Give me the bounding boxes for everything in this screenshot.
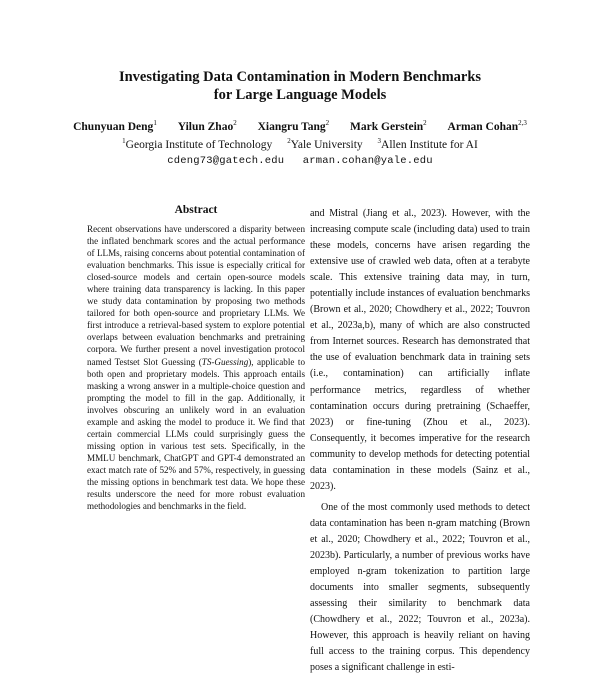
affiliation: $^2$Yale University (287, 137, 363, 151)
body-paragraph: One of the most commonly used methods to detect data contamination has been n-gram matching (Brown et al., 2020; Chowdhery et al., 2022; Touvron et al., 2023b). Particularly, a number of previous works have employed n-gram tokenization to partition large documents into smaller segments, subsequently assessing their similarity to benchmark data (Chowdhery et al., 2022; Touvron et al., 2023a). However, this approach is heavily reliant on having full access to the training corpus. This dependency poses a significant challenge in esti- (310, 501, 530, 674)
paper-title-line-1: Investigating Data Contamination in Modern Benchmarks (118, 69, 482, 85)
abstract-italic-term: TS-Guessing (201, 356, 249, 367)
author: Yilun Zhao$^2$ (177, 119, 237, 133)
author: Arman Cohan$^{2,3}$ (447, 119, 527, 133)
abstract-text: Recent observations have underscored a disparity between the inflated benchmark scores and the actual performance of LLMs, raising concerns about potential contamination of evaluation benchmarks. This issue is especially critical for closed-source models and certain open-source models where training data transparency is lacking. In this paper we study data contamination by proposing two methods tailored for both open-source and proprietary LLMs. We first introduce a retrieval-based system to explore potential overlaps between evaluation benchmarks and pretraining corpora. We further present a novel investigation protocol named Testset Slot Guessing (TS-Guessing), applicable to both open and proprietary models. This approach entails masking a wrong answer in a multiple-choice question and prompting the model to fill in the gap. Additionally, it involves obscuring an unlikely word in an evaluation example and asking the model to produce it. We find that certain commercial LLMs could surprisingly guess the missing option in various test sets. Specifically, in the MMLU benchmark, ChatGPT and GPT-4 demonstrated an exact match rate of 52% and 57%, respectively, in guessing the missing options in benchmark test data. We hope these results underscore the need for more robust evaluation methodologies and benchmarks in the field. (87, 224, 306, 512)
paper-title (0, 68, 600, 104)
body-column (310, 206, 530, 676)
email-list (0, 155, 600, 167)
paper-title-line-2: for Large Language Models (213, 87, 387, 103)
body-paragraph: and Mistral (Jiang et al., 2023). However, with the increasing compute scale (including data) used to train these models, concerns have arisen regarding the extensive use of crawled web data, often at a terabyte scale. This extensive training data may, in turn, potentially include instances of evaluation benchmarks (Brown et al., 2020; Chowdhery et al., 2022; Touvron et al., 2023a,b), many of which are also constructed from Internet sources. Research has demonstrated that the use of evaluation benchmark data in training sets (i.e., contamination) can artificially inflate performance metrics, regardless of whether contamination occurs during pretraining (Schaeffer, 2023) or fine-tuning (Zhou et al., 2023). Consequently, it becomes imperative for the research community to develop methods for detecting potential data contamination in these models (Sainz et al., 2023). (310, 208, 530, 492)
affiliation-list (0, 139, 600, 151)
author: Mark Gerstein$^2$ (350, 119, 427, 133)
author: Chunyuan Deng$^1$ (73, 119, 157, 133)
affiliation: $^3$Allen Institute for AI (377, 137, 478, 151)
author: Xiangru Tang$^2$ (257, 119, 330, 133)
abstract-heading: Abstract (174, 204, 218, 216)
affiliation: $^1$Georgia Institute of Technology (122, 137, 273, 151)
email-address: arman.cohan@yale.edu (302, 155, 433, 167)
email-address: cdeng73@gatech.edu (167, 155, 285, 167)
author-list (0, 121, 600, 133)
